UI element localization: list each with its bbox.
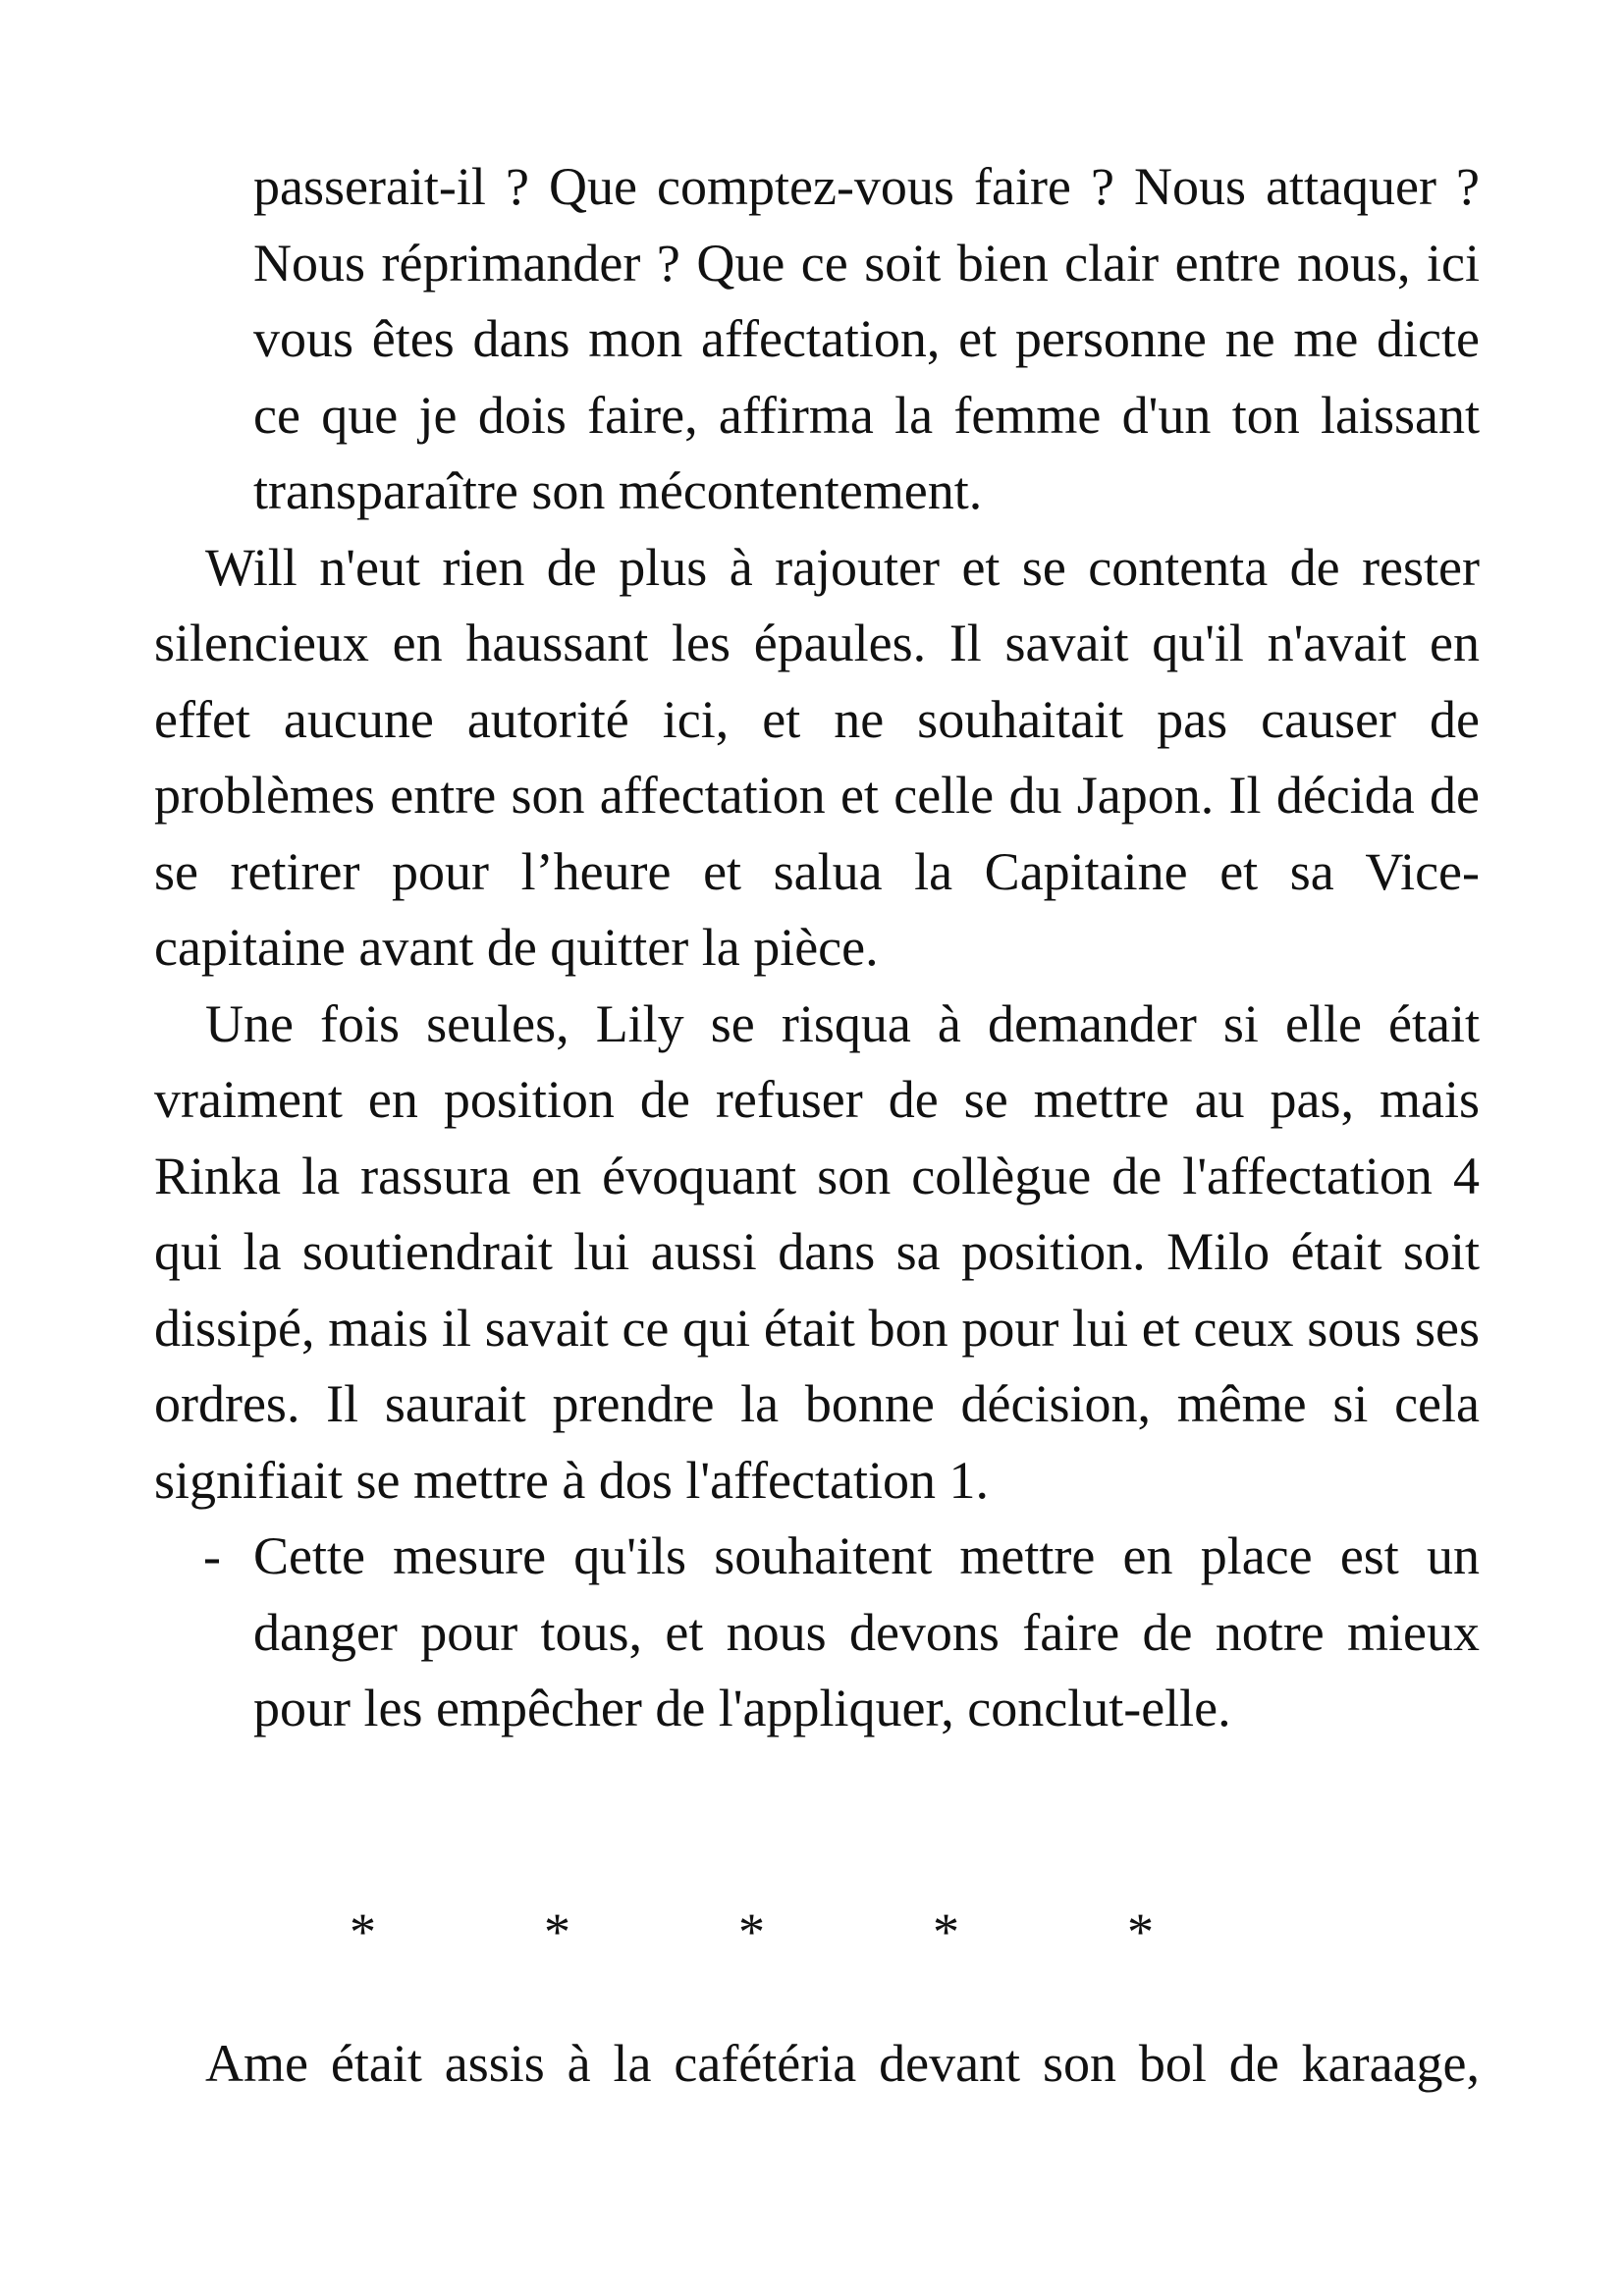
dialogue-paragraph: [154, 1519, 1480, 1747]
dialogue-text: Cette mesure qu'ils souhaitent mettre en place est un danger pour tous, et nous devons faire de notre mieux pour les empêcher de l'appliquer, conclut-elle.: [253, 1526, 1480, 1737]
narrative-paragraph-will: Will n'eut rien de plus à rajouter et se contenta de rester silencieux en haussant les épaules. Il savait qu'il n'avait en effet aucune autorité ici, et ne souhaitait pas causer de problèmes entre son affectation et celle du Japon. Il décida de se retirer pour l’heure et salua la Capitaine et sa Vice-capitaine avant de quitter la pièce.: [154, 537, 1480, 977]
scene-break-asterisk: *: [544, 1902, 570, 1961]
dialogue-dash: -: [203, 1526, 221, 1585]
scene-break-asterisk: *: [738, 1902, 765, 1961]
narrative-paragraph-lily-rinka: Une fois seules, Lily se risqua à demander si elle était vraiment en position de refuser de se mettre au pas, mais Rinka la rassura en évoquant son collègue de l'affectation 4 qui la soutiendrait lui aussi dans sa position. Milo était soit dissipé, mais il savait ce qui était bon pour lui et ceux sous ses ordres. Il saurait prendre la bonne décision, même si cela signifiait se mettre à dos l'affectation 1.: [154, 993, 1480, 1510]
body-text: [154, 149, 1480, 1747]
scene-break-asterisk: *: [933, 1902, 959, 1961]
dialogue-continuation-paragraph: passerait-il ? Que comptez-vous faire ? Nous attaquer ? Nous réprimander ? Que ce soit bien clair entre nous, ici vous êtes dans mon affectation, et personne ne me dicte ce que je dois faire, affirma la femme d'un ton laissant transparaître son mécontentement.: [253, 157, 1480, 520]
narrative-paragraph-ame: Ame était assis à la cafétéria devant son bol de karaage,: [205, 2034, 1480, 2093]
scene-break-asterisk: *: [1127, 1902, 1154, 1961]
scene-break: [0, 1902, 1624, 1961]
scene-break-asterisk: *: [350, 1902, 376, 1961]
